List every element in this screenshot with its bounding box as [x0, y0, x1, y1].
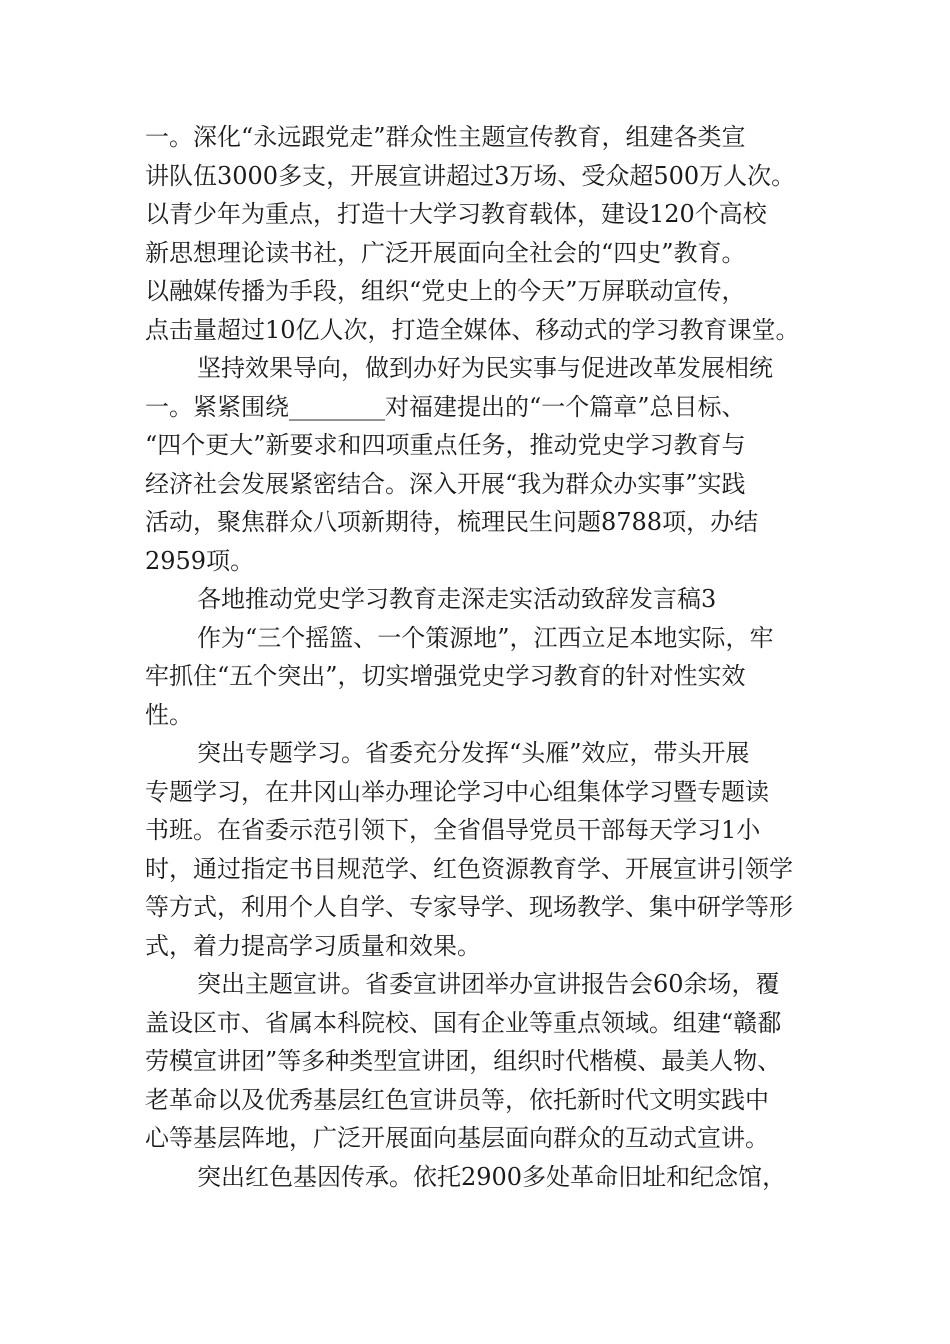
text-line: 一。紧紧围绕________对福建提出的“一个篇章”总目标、: [145, 392, 746, 421]
text-line: 以融媒传播为手段，组织“党史上的今天”万屏联动宣传，: [145, 277, 746, 305]
text-line: 心等基层阵地，广泛开展面向基层面向群众的互动式宣讲。: [145, 1124, 769, 1152]
paragraph-start-line: 坚持效果导向，做到办好为民实事与促进改革发展相统: [197, 354, 773, 382]
text-line: 劳模宣讲团”等多种类型宣讲团，组织时代楷模、最美人物、: [145, 1047, 782, 1075]
text-line: 新思想理论读书社，广泛开展面向全社会的“四史”教育。: [145, 238, 746, 267]
text-line: 2959项。: [145, 546, 255, 575]
text-line: 一。深化“永远跟党走”群众性主题宣传教育，组建各类宣: [145, 123, 746, 151]
text-line: 性。: [145, 700, 193, 729]
document-page: [145, 118, 813, 1196]
text-line: 牢抓住“五个突出”，切实增强党史学习教育的针对性实效: [145, 662, 746, 690]
text-line: 式，着力提高学习质量和效果。: [145, 931, 481, 960]
paragraph-start-line: 突出专题学习。省委充分发挥“头雁”效应，带头开展: [197, 739, 750, 767]
text-line: 盖设区市、省属本科院校、国有企业等重点领域。组建“赣鄱: [145, 1008, 782, 1037]
text-line: 等方式，利用个人自学、专家导学、现场教学、集中研学等形: [145, 893, 793, 921]
text-line: 时，通过指定书目规范学、红色资源教育学、开展宣讲引领学: [145, 854, 793, 883]
text-line: 活动，聚焦群众八项新期待，梳理民生问题8788项，办结: [145, 508, 759, 536]
text-line: 书班。在省委示范引领下，全省倡导党员干部每天学习1小: [145, 816, 761, 844]
text-line: 点击量超过10亿人次，打造全媒体、移动式的学习教育课堂。: [145, 315, 800, 344]
text-line: 经济社会发展紧密结合。深入开展“我为群众办实事”实践: [145, 469, 746, 498]
paragraph-start-line: 突出主题宣讲。省委宣讲团举办宣讲报告会60余场，覆: [197, 970, 780, 998]
text-line: 专题学习，在井冈山举办理论学习中心组集体学习暨专题读: [145, 777, 769, 806]
section-title: 各地推动党史学习教育走深走实活动致辞发言稿3: [197, 585, 717, 613]
text-line: 老革命以及优秀基层红色宣讲员等，依托新时代文明实践中: [145, 1085, 769, 1114]
text-line: 以青少年为重点，打造十大学习教育载体，建设120个高校: [145, 200, 767, 228]
paragraph-start-line: 作为“三个摇篮、一个策源地”，江西立足本地实际，牢: [197, 623, 774, 652]
text-line: 讲队伍3000多支，开展宣讲超过3万场、受众超500万人次。: [145, 161, 796, 190]
text-line: “四个更大”新要求和四项重点任务，推动党史学习教育与: [145, 431, 746, 459]
paragraph-start-line: 突出红色基因传承。依托2900多处革命旧址和纪念馆，: [197, 1162, 787, 1191]
